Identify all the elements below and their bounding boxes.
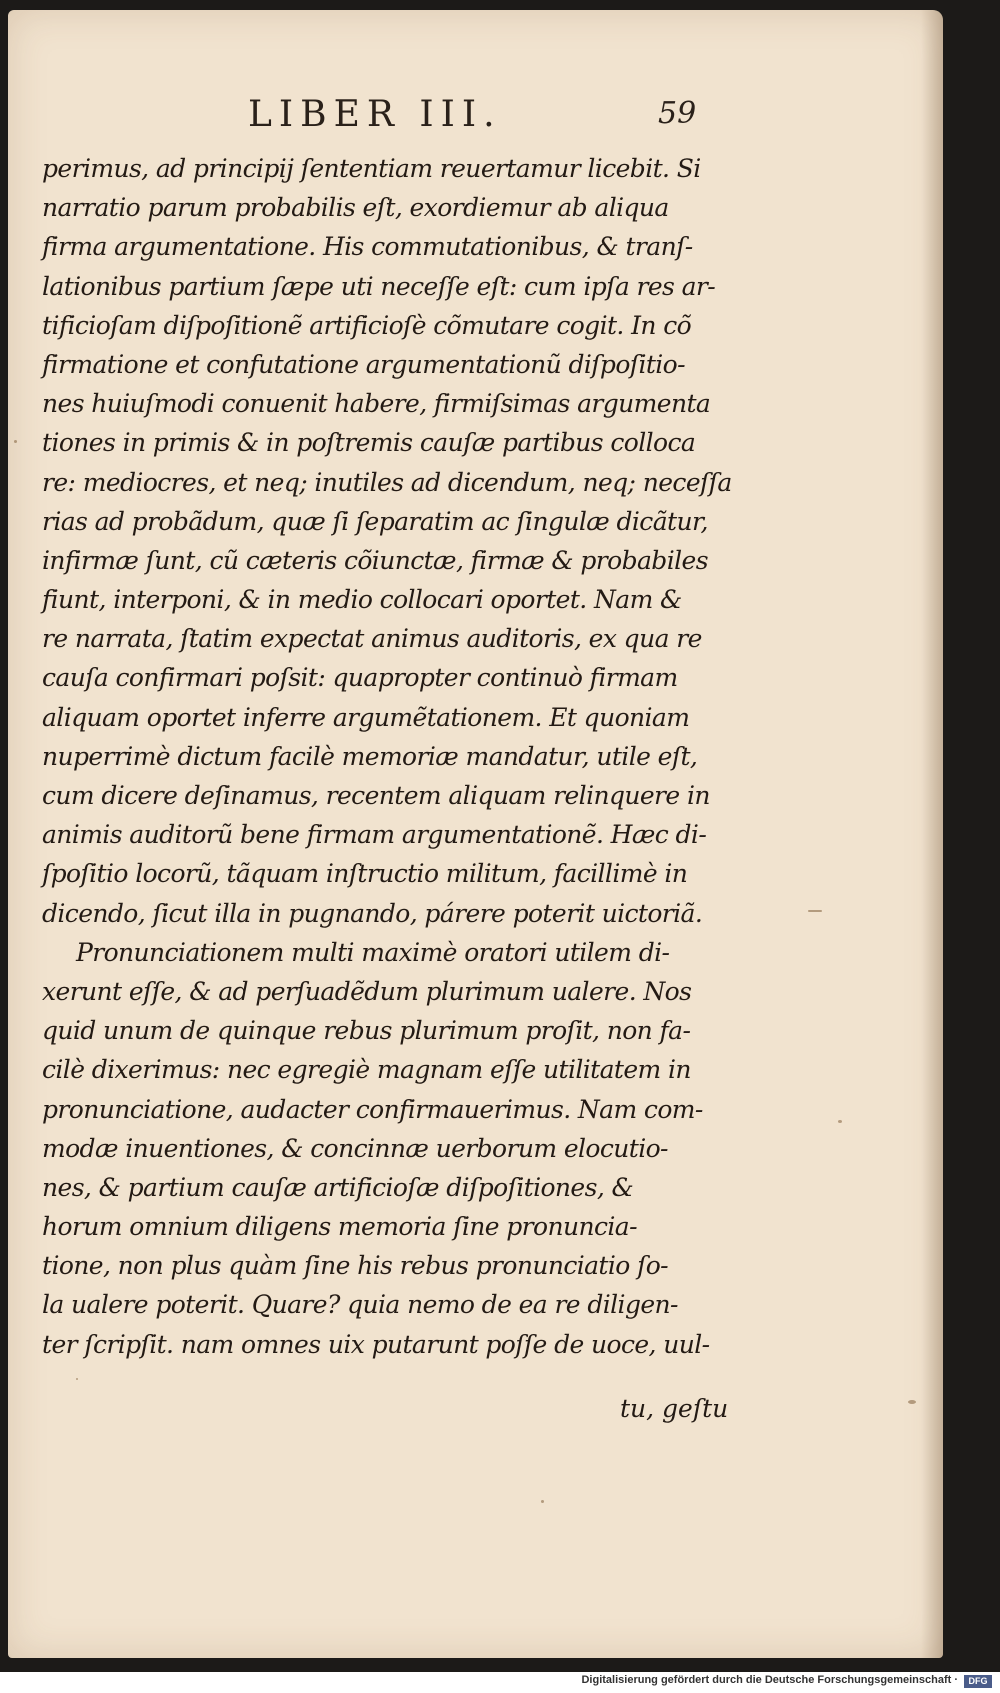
text-line: re narrata, ſtatim expectat animus auditoris, ex qua re bbox=[42, 624, 702, 654]
text-line: aliquam oportet inferre argumẽtationem. Et quoniam bbox=[42, 702, 690, 732]
folio-number: 59 bbox=[658, 96, 697, 131]
footer-bar bbox=[0, 1672, 1000, 1693]
text-line: tificioſam diſpoſitionẽ artificioſè cõmutare cogit. In cõ bbox=[42, 310, 692, 340]
text-line: fiunt, interponi, & in medio collocari oportet. Nam & bbox=[42, 585, 682, 615]
text-line: tiones in primis & in poſtremis cauſæ partibus colloca bbox=[42, 428, 696, 458]
text-line: lationibus partium ſæpe uti neceſſe eſt: cum ipſa res ar- bbox=[42, 271, 716, 301]
text-line: nes, & partium cauſæ artificioſæ diſpoſitiones, & bbox=[42, 1172, 634, 1202]
funding-credit: Digitalisierung gefördert durch die Deutsche Forschungsgemeinschaft · bbox=[581, 1674, 958, 1686]
text-line: cum dicere deſinamus, recentem aliquam relinquere in bbox=[42, 781, 710, 810]
text-line: xerunt eſſe, & ad perſuadẽdum plurimum ualere. Nos bbox=[42, 976, 692, 1006]
text-line: cauſa confirmari poſsit: quapropter continuò firmam bbox=[42, 663, 678, 693]
running-head: LIBER III. bbox=[248, 94, 502, 135]
text-line: pronunciatione, audacter confirmauerimus. Nam com- bbox=[42, 1094, 703, 1124]
text-line: firma argumentatione. His commutationibus, & tranſ- bbox=[42, 232, 693, 262]
text-line: la ualere poterit. Quare? quia nemo de ea re diligen- bbox=[42, 1290, 678, 1320]
text-line: quid unum de quinque rebus plurimum proſit, non fa- bbox=[42, 1016, 691, 1046]
text-block bbox=[42, 149, 732, 1364]
paper-speck bbox=[908, 1400, 916, 1404]
paper-speck bbox=[76, 1378, 78, 1380]
text-line: narratio parum probabilis eſt, exordiemur ab aliqua bbox=[42, 193, 669, 223]
page-edge-shadow bbox=[921, 10, 943, 1658]
text-line: re: mediocres, et neq; inutiles ad dicendum, neq; neceſſa bbox=[42, 467, 732, 497]
text-line: perimus, ad principij ſententiam reuertamur licebit. Si bbox=[42, 154, 701, 183]
text-line: animis auditorũ bene firmam argumentationẽ. Hæc di- bbox=[42, 820, 707, 850]
book-page bbox=[8, 10, 943, 1658]
text-line: nes huiuſmodi conuenit habere, firmiſsimas argumenta bbox=[42, 389, 711, 419]
paper-speck bbox=[808, 910, 822, 912]
text-line: dicendo, ſicut illa in pugnando, párere poterit uictoriã. bbox=[42, 898, 703, 928]
catchword: tu, geſtu bbox=[620, 1394, 729, 1423]
text-line: ter ſcripſit. nam omnes uix putarunt poſſe de uoce, uul- bbox=[42, 1329, 710, 1359]
text-line: horum omnium diligens memoria ſine pronuncia- bbox=[42, 1212, 637, 1242]
paper-speck bbox=[541, 1500, 544, 1503]
text-line: cilè dixerimus: nec egregiè magnam eſſe utilitatem in bbox=[42, 1055, 691, 1085]
text-line: tione, non plus quàm ſine his rebus pronunciatio ſo- bbox=[42, 1251, 669, 1281]
text-line: modæ inuentiones, & concinnæ uerborum elocutio- bbox=[42, 1133, 668, 1163]
text-line: ſpoſitio locorũ, tãquam inſtructio militum, facillimè in bbox=[42, 859, 688, 889]
paper-speck bbox=[838, 1120, 842, 1123]
text-line: nuperrimè dictum facilè memoriæ mandatur, utile eſt, bbox=[42, 741, 698, 771]
text-line: firmatione et confutatione argumentationũ diſpoſitio- bbox=[42, 349, 685, 379]
paragraph-start-line: Pronunciationem multi maximè oratori utilem di- bbox=[76, 937, 670, 967]
text-line: rias ad probãdum, quæ ſi ſeparatim ac ſingulæ dicãtur, bbox=[42, 506, 708, 536]
paper-speck bbox=[14, 440, 17, 443]
text-line: infirmæ ſunt, cũ cæteris cõiunctæ, firmæ & probabiles bbox=[42, 545, 708, 575]
dfg-logo: DFG bbox=[964, 1675, 992, 1688]
